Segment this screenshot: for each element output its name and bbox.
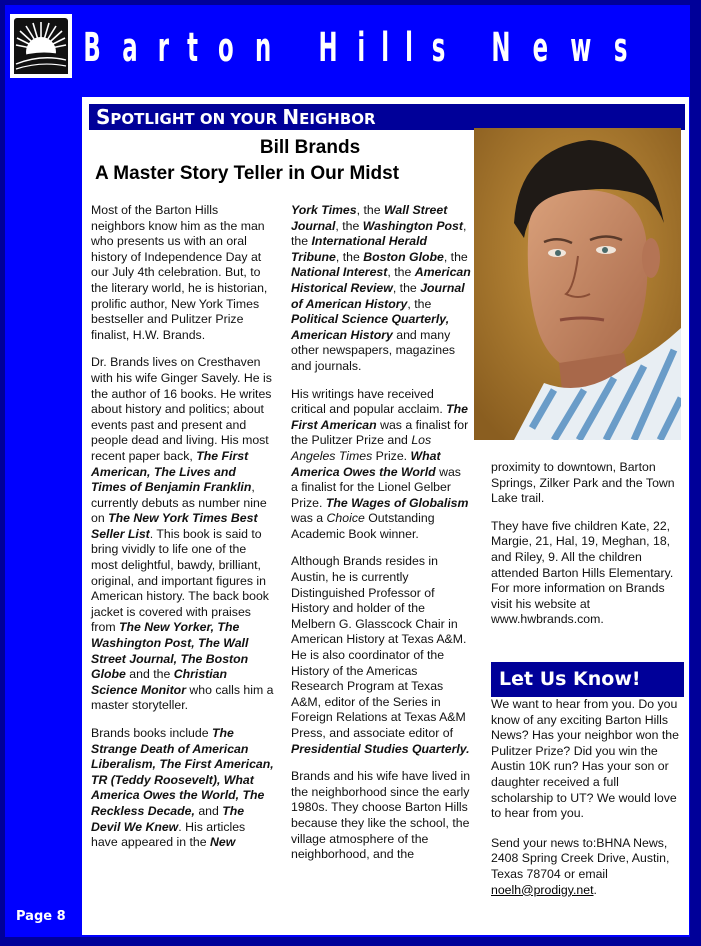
portrait-image <box>474 128 681 440</box>
publication-title: Boston Globe <box>363 249 444 264</box>
article-paragraph: proximity to downtown, Barton Springs, Zilker Park and the Town Lake trail. <box>491 460 675 506</box>
article-paragraph: They have five children Kate, 22, Margie, 21, Hal, 19, Meghan, 18, and Riley, 9. All the children attended Barton Hills Elementary. For more information on Brands visit his website at www.hwbrands.com. <box>491 518 674 627</box>
contact-paragraph: We want to hear from you. Do you know of any exciting Barton Hills News? Has your neighbor won the Pulitzer Prize? Did you win the Austin 10K run? Has your son or daughter received a full scholarship to UT? We would love to hear from you. <box>491 697 679 821</box>
masthead-letter: t <box>187 25 199 71</box>
text-run: Dr. Brands lives on Cresthaven with his wife Ginger Savely. He is the author of 16 books. He writes about history and politics; about events past and present and people dead and living. His most recent paper back, <box>91 355 272 463</box>
contact-address <box>491 836 684 898</box>
masthead-letter: n <box>254 25 272 71</box>
text-run: , the <box>392 280 421 295</box>
masthead-letter: H <box>318 25 338 71</box>
masthead-letter: r <box>157 25 169 71</box>
publication-title: Presidential Studies Quarterly. <box>291 741 470 756</box>
masthead-letter: s <box>613 25 628 71</box>
article-headline: A Master Story Teller in Our Midst <box>95 163 400 184</box>
article-paragraph: Most of the Barton Hills neighbors know him as the man who presents us with an oral history of Independence Day at our July 4th celebration. But, to the literary world, he is historian, prolific author, New York Times bestseller and Pulitzer Prize finalist, H.W. Brands. <box>91 203 268 342</box>
publication-title: Washington Post <box>362 218 463 233</box>
text-run: was a <box>291 511 327 526</box>
text-run: , the <box>356 203 384 217</box>
text-run: and the <box>125 667 174 682</box>
publication-title: The New Yorker, The Washington Post, The Wall Street Journal, The Boston Globe <box>91 620 249 682</box>
text-run: . This book is said to bring vividly to life one of the most delightful, bawdy, brilliant, original, and important figures in American history. The back book jacket is covered with praises from <box>91 526 269 635</box>
text-run: , the <box>335 249 364 264</box>
book-title: The Strange Death of American Liberalism, The First American, TR (Teddy Roosevelt), What America Owes the World, The Reckless Decade, <box>91 726 274 818</box>
masthead-letter: o <box>217 25 234 71</box>
article-paragraph <box>291 203 471 375</box>
publication-title: National Interest <box>291 265 388 280</box>
masthead-letter: l <box>381 25 390 71</box>
text-run: , the <box>387 265 415 280</box>
book-title: The First American, The Lives and Times of Benjamin Franklin <box>91 448 252 495</box>
text-run: and many other newspapers, magazines and journals. <box>291 327 456 373</box>
right-border-strip <box>690 5 696 937</box>
article-subject-name: Bill Brands <box>259 137 361 158</box>
text-run: Brands books include <box>91 726 212 740</box>
banner-text: POTLIGHT ON YOUR <box>110 110 283 128</box>
masthead-letter: i <box>356 25 365 71</box>
publication-title: What America Owes the World <box>291 448 441 479</box>
text-run: , the <box>407 296 432 311</box>
italic-title: Choice <box>326 511 365 526</box>
masthead-letter: a <box>122 25 138 71</box>
text-run: , the <box>443 249 468 264</box>
publication-title: Journal of American History <box>291 280 465 311</box>
text-run: Outstanding Academic Book winner. <box>291 511 435 541</box>
sunrise-logo-icon <box>10 14 72 78</box>
spotlight-banner <box>89 104 685 130</box>
publication-title: The First American <box>291 402 469 432</box>
article-column-2 <box>291 203 471 875</box>
text-run: Prize. <box>372 448 411 463</box>
publication-title: Christian Science Monitor <box>91 667 228 697</box>
text-run: Although Brands resides in Austin, he is currently Distinguished Professor of History and holder of the Melbern G. Glasscock Chair in American History at Texas A&M. He is also coordinator of the History of the Americas Research Program at Texas A&M, editor of the Series in Foreign Relations at Texas A&M Press, and associate editor of <box>291 554 467 740</box>
article-paragraph <box>291 554 471 757</box>
publication-title: Political Science Quarterly, American History <box>291 312 450 342</box>
article-paragraph <box>91 355 274 714</box>
masthead-letter <box>463 25 471 71</box>
let-us-know-body <box>491 697 684 910</box>
article-paragraph: Brands and his wife have lived in the neighborhood since the early 1980s. They choose Barton Hills because they like the school, the village atmosphere of the neighborhood, and the <box>291 769 471 862</box>
article-paragraph <box>91 726 274 851</box>
text-run: and <box>194 803 223 818</box>
text-run: . <box>593 882 597 897</box>
masthead-letter: B <box>83 25 101 71</box>
email-link[interactable]: noelh@prodigy.net <box>491 882 594 897</box>
masthead-letter: s <box>431 25 445 71</box>
banner-initial: N <box>282 105 300 129</box>
publication-title: International Herald Tribune <box>291 234 427 264</box>
publication-title: York Times <box>291 203 357 217</box>
text-run: was a finalist for the Pulitzer Prize and <box>291 417 469 448</box>
sunrise-logo-graphic <box>14 18 68 74</box>
masthead-title <box>78 22 641 74</box>
text-run: who calls him a master storyteller. <box>91 682 274 713</box>
portrait-photo <box>474 128 681 440</box>
text-run: was a finalist for the Lionel Gelber Prize. <box>291 464 461 510</box>
text-run: , the <box>291 218 467 249</box>
masthead-letter: N <box>491 25 511 71</box>
masthead-letter <box>290 25 298 71</box>
masthead-letter: e <box>532 25 548 71</box>
article-column-3 <box>491 460 681 640</box>
text-run: Send your news to:BHNA News, 2408 Spring Creek Drive, Austin, Texas 78704 or email <box>491 835 670 881</box>
publication-title: New <box>209 835 236 850</box>
book-title: The Devil We Knew <box>91 803 245 834</box>
text-run: , the <box>335 218 363 233</box>
publication-title: American Historical Review <box>291 265 471 295</box>
publication-title: The Wages of Globalism <box>325 495 469 510</box>
let-us-know-banner: Let Us Know! <box>491 662 684 697</box>
article-column-1 <box>91 203 274 863</box>
masthead-letter: l <box>405 25 414 71</box>
publication-title: Wall Street Journal <box>291 203 448 233</box>
article-paragraph <box>291 387 471 543</box>
page-number: Page 8 <box>16 909 66 924</box>
masthead-letter: w <box>570 25 592 71</box>
text-run: , currently debuts as number nine on <box>91 480 267 526</box>
text-run: . His articles have appeared in the <box>91 819 246 850</box>
banner-initial: S <box>96 105 111 129</box>
banner-text: EIGHBOR <box>299 110 376 128</box>
italic-title: Los Angeles Times <box>291 433 432 463</box>
publication-title: The New York Times Best Seller List <box>91 511 258 541</box>
text-run: His writings have received critical and popular acclaim. <box>291 386 447 417</box>
